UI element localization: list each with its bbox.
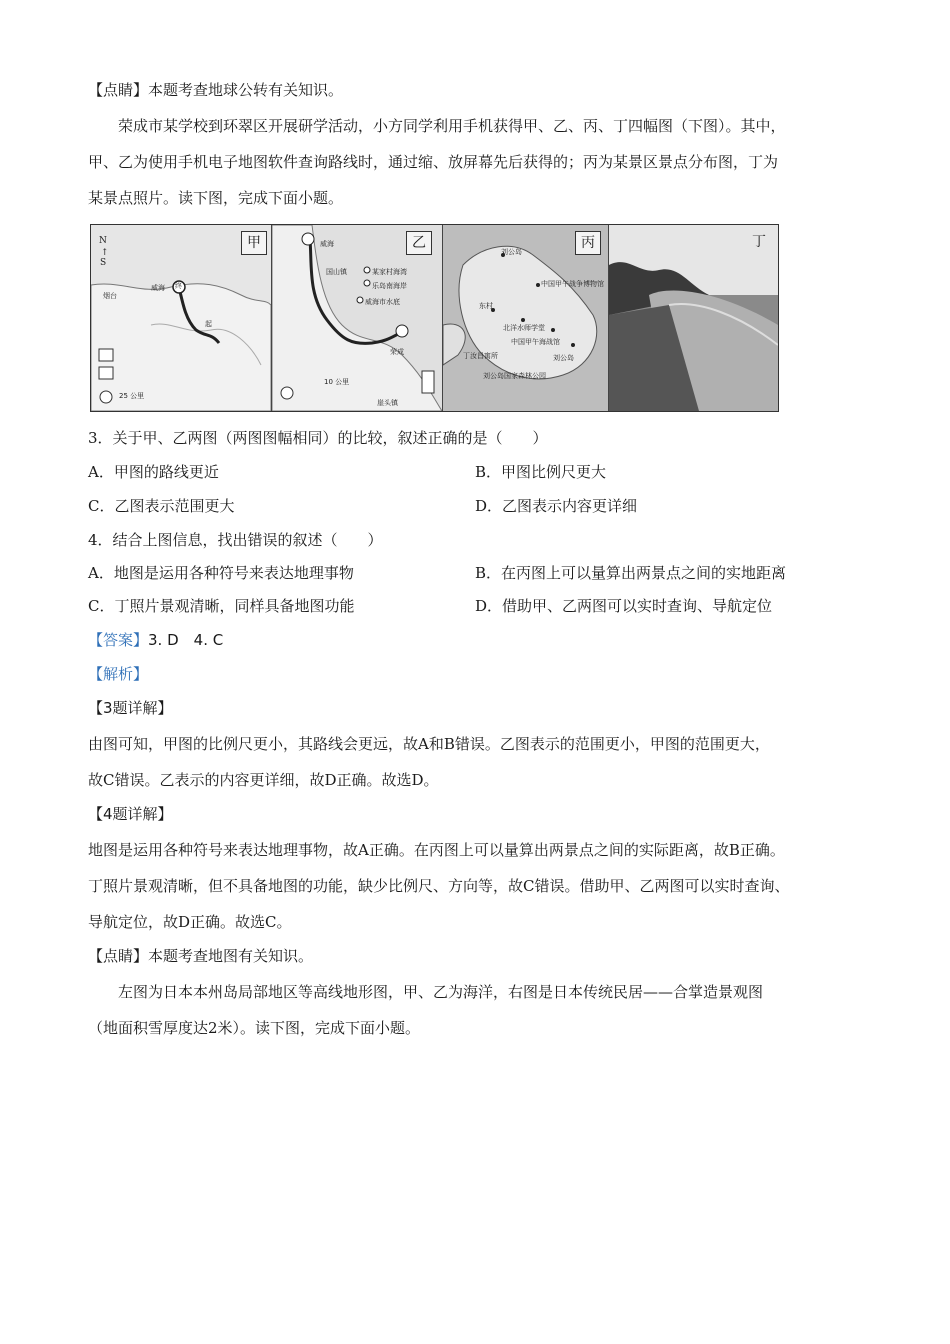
bing-place-1: 刘公岛 xyxy=(501,248,522,256)
detail-4-line-2: 丁照片景观清晰，但不具备地图的功能，缺少比例尺、方向等，故C错误。借助甲、乙两图可以实时查询、 xyxy=(88,877,790,895)
panel-label-jia: 甲 xyxy=(241,231,267,255)
q3-stem: 3．关于甲、乙两图（两图图幅相同）的比较，叙述正确的是（ ） xyxy=(88,429,548,447)
label-rongcheng: 荣成 xyxy=(390,348,404,356)
intro-line-3: 某景点照片。读下图，完成下面小题。 xyxy=(88,189,344,207)
bing-place-7: 刘公岛 xyxy=(553,354,574,362)
marker-3: 威海市水底 xyxy=(365,298,400,306)
label-weihai: 威海 xyxy=(151,284,165,292)
detail-3-line-2: 故C错误。乙表示的内容更详细，故D正确。故选D。 xyxy=(88,771,439,789)
detail-4-line-1: 地图是运用各种符号来表达地理事物，故A正确。在丙图上可以量算出两景点之间的实际距离，故B正确。 xyxy=(88,841,785,859)
svg-text:S: S xyxy=(100,258,107,268)
svg-text:↑: ↑ xyxy=(101,248,109,258)
label-yantai: 烟台 xyxy=(103,292,117,300)
map-panel-yi xyxy=(272,225,443,411)
answer-line xyxy=(88,630,223,650)
q3-option-b: B．甲图比例尺更大 xyxy=(475,463,607,481)
label-guoshan: 国山镇 xyxy=(326,268,347,276)
map-panel-bing xyxy=(443,225,609,411)
panel-label-bing: 丙 xyxy=(575,231,601,255)
marker-1: 某家村海湾 xyxy=(372,268,407,276)
bing-place-5: 中国甲午海战馆 xyxy=(511,338,560,346)
bing-place-4: 北洋水师学堂 xyxy=(503,324,545,332)
q3-option-d: D．乙图表示内容更详细 xyxy=(475,497,638,515)
answer-tag: 【答案】 xyxy=(88,631,149,649)
label-weihai-yi: 威海 xyxy=(320,240,334,248)
q4-option-a: A．地图是运用各种符号来表达地理事物 xyxy=(88,564,354,582)
q4-option-b: B．在丙图上可以量算出两景点之间的实地距离 xyxy=(475,564,787,582)
label-start: 起 xyxy=(205,320,212,328)
panel-label-yi: 乙 xyxy=(406,231,432,255)
scale-yi: 10 公里 xyxy=(324,378,350,386)
map-panel-jia xyxy=(91,225,272,411)
scale-jia: 25 公里 xyxy=(119,392,145,400)
q3-option-a: A．甲图的路线更近 xyxy=(88,463,219,481)
detail-4-line-3: 导航定位，故D正确。故选C。 xyxy=(88,913,292,931)
q4-option-c: C．丁照片景观清晰，同样具备地图功能 xyxy=(88,597,355,615)
bing-place-3: 东村 xyxy=(479,302,493,310)
next-intro-line-2: （地面积雪厚度达2米）。读下图，完成下面小题。 xyxy=(88,1019,421,1037)
bing-place-8: 刘公岛国家森林公园 xyxy=(483,372,546,380)
intro-line-2: 甲、乙为使用手机电子地图软件查询路线时，通过缩、放屏幕先后获得的；丙为某景区景点分布图，丁为 xyxy=(88,153,779,171)
intro-line-1: 荣成市某学校到环翠区开展研学活动，小方同学利用手机获得甲、乙、丙、丁四幅图（下图）。其中， xyxy=(118,117,786,135)
q4-option-d: D．借助甲、乙两图可以实时查询、导航定位 xyxy=(475,597,773,615)
answer-text: 3. D 4. C xyxy=(148,631,224,649)
analysis-tag: 【解析】 xyxy=(88,665,149,683)
q4-stem: 4．结合上图信息，找出错误的叙述（ ） xyxy=(88,531,383,549)
detail-4-title: 【4题详解】 xyxy=(88,805,173,823)
tip-note: 【点睛】本题考查地球公转有关知识。 xyxy=(88,81,344,99)
next-intro-line-1: 左图为日本本州岛局部地区等高线地形图，甲、乙为海洋，右图是日本传统民居——合掌造景观图 xyxy=(118,983,764,1001)
bing-place-2: 中国甲午战争博物馆 xyxy=(541,280,604,288)
detail-3-line-1: 由图可知，甲图的比例尺更小，其路线会更远，故A和B错误。乙图表示的范围更小，甲图的范围更大， xyxy=(88,735,770,753)
bing-place-6: 丁汝昌寓所 xyxy=(463,352,498,360)
tip-note-2: 【点睛】本题考查地图有关知识。 xyxy=(88,947,314,965)
label-yatou: 崖头镇 xyxy=(377,399,398,407)
q3-option-c: C．乙图表示范围更大 xyxy=(88,497,235,515)
map-figure xyxy=(90,224,779,412)
svg-text:N: N xyxy=(99,236,107,246)
photo-panel-ding xyxy=(609,225,778,411)
panel-label-ding: 丁 xyxy=(752,234,766,250)
label-end: 终 xyxy=(175,282,182,290)
marker-2: 乐岛南海岸 xyxy=(372,282,407,290)
detail-3-title: 【3题详解】 xyxy=(88,699,173,717)
